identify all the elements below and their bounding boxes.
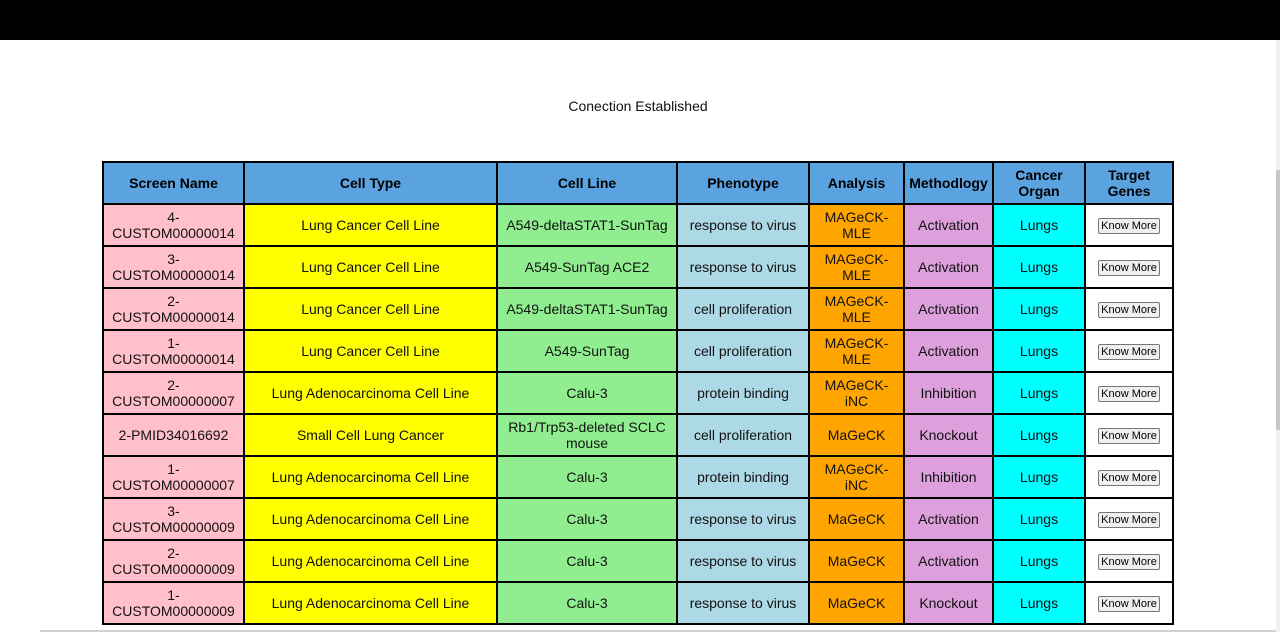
analysis-cell: MaGeCK <box>809 582 904 624</box>
analysis-cell: MaGeCK <box>809 498 904 540</box>
cell-line-cell: Calu-3 <box>497 582 677 624</box>
screen-name-cell: 1-CUSTOM00000014 <box>103 330 244 372</box>
phenotype-cell: cell proliferation <box>677 330 809 372</box>
cancer-organ-cell: Lungs <box>993 288 1085 330</box>
cell-line-cell: A549-deltaSTAT1-SunTag <box>497 288 677 330</box>
screen-name-cell: 1-CUSTOM00000009 <box>103 582 244 624</box>
cell-type-cell: Lung Cancer Cell Line <box>244 246 497 288</box>
target-genes-cell <box>1085 246 1173 288</box>
methodology-cell: Knockout <box>904 582 993 624</box>
cancer-organ-cell: Lungs <box>993 582 1085 624</box>
know-more-button[interactable]: Know More <box>1098 512 1160 528</box>
target-genes-cell <box>1085 330 1173 372</box>
phenotype-cell: cell proliferation <box>677 288 809 330</box>
phenotype-cell: response to virus <box>677 498 809 540</box>
phenotype-cell: cell proliferation <box>677 414 809 456</box>
cancer-organ-cell: Lungs <box>993 498 1085 540</box>
table-row <box>103 582 1173 624</box>
header-cancer-organ: Cancer Organ <box>993 162 1085 204</box>
cancer-organ-cell: Lungs <box>993 330 1085 372</box>
target-genes-cell <box>1085 204 1173 246</box>
analysis-cell: MAGeCK-MLE <box>809 330 904 372</box>
top-bar <box>0 0 1280 40</box>
know-more-button[interactable]: Know More <box>1098 554 1160 570</box>
table-row <box>103 288 1173 330</box>
methodology-cell: Activation <box>904 204 993 246</box>
cell-line-cell: Calu-3 <box>497 372 677 414</box>
methodology-cell: Inhibition <box>904 456 993 498</box>
table-row <box>103 456 1173 498</box>
screen-name-cell: 1-CUSTOM00000007 <box>103 456 244 498</box>
screen-name-cell: 4-CUSTOM00000014 <box>103 204 244 246</box>
target-genes-cell <box>1085 414 1173 456</box>
header-target-genes: Target Genes <box>1085 162 1173 204</box>
methodology-cell: Activation <box>904 288 993 330</box>
cell-type-cell: Lung Adenocarcinoma Cell Line <box>244 582 497 624</box>
methodology-cell: Activation <box>904 498 993 540</box>
analysis-cell: MAGeCK-iNC <box>809 372 904 414</box>
cell-line-cell: A549-deltaSTAT1-SunTag <box>497 204 677 246</box>
target-genes-cell <box>1085 372 1173 414</box>
target-genes-cell <box>1085 582 1173 624</box>
screen-name-cell: 3-CUSTOM00000014 <box>103 246 244 288</box>
know-more-button[interactable]: Know More <box>1098 260 1160 276</box>
methodology-cell: Activation <box>904 540 993 582</box>
cancer-organ-cell: Lungs <box>993 204 1085 246</box>
table-row <box>103 540 1173 582</box>
screens-table <box>102 161 1174 625</box>
header-screen-name: Screen Name <box>103 162 244 204</box>
phenotype-cell: protein binding <box>677 456 809 498</box>
table-row <box>103 498 1173 540</box>
screen-name-cell: 2-CUSTOM00000014 <box>103 288 244 330</box>
header-cell-type: Cell Type <box>244 162 497 204</box>
phenotype-cell: response to virus <box>677 246 809 288</box>
know-more-button[interactable]: Know More <box>1098 386 1160 402</box>
cell-line-cell: A549-SunTag <box>497 330 677 372</box>
cell-type-cell: Lung Cancer Cell Line <box>244 204 497 246</box>
methodology-cell: Knockout <box>904 414 993 456</box>
cell-line-cell: Calu-3 <box>497 498 677 540</box>
analysis-cell: MaGeCK <box>809 414 904 456</box>
methodology-cell: Activation <box>904 330 993 372</box>
header-methodology: Methodlogy <box>904 162 993 204</box>
header-analysis: Analysis <box>809 162 904 204</box>
cell-line-cell: Rb1/Trp53-deleted SCLC mouse <box>497 414 677 456</box>
cell-type-cell: Small Cell Lung Cancer <box>244 414 497 456</box>
cell-type-cell: Lung Adenocarcinoma Cell Line <box>244 498 497 540</box>
analysis-cell: MAGeCK-iNC <box>809 456 904 498</box>
phenotype-cell: response to virus <box>677 540 809 582</box>
screen-name-cell: 2-PMID34016692 <box>103 414 244 456</box>
cell-type-cell: Lung Adenocarcinoma Cell Line <box>244 372 497 414</box>
know-more-button[interactable]: Know More <box>1098 470 1160 486</box>
cell-line-cell: A549-SunTag ACE2 <box>497 246 677 288</box>
cancer-organ-cell: Lungs <box>993 414 1085 456</box>
phenotype-cell: protein binding <box>677 372 809 414</box>
connection-status: Conection Established <box>568 98 708 114</box>
cancer-organ-cell: Lungs <box>993 456 1085 498</box>
cell-type-cell: Lung Adenocarcinoma Cell Line <box>244 456 497 498</box>
cell-type-cell: Lung Cancer Cell Line <box>244 288 497 330</box>
screen-name-cell: 2-CUSTOM00000009 <box>103 540 244 582</box>
cancer-organ-cell: Lungs <box>993 372 1085 414</box>
screen-name-cell: 3-CUSTOM00000009 <box>103 498 244 540</box>
methodology-cell: Inhibition <box>904 372 993 414</box>
table-row <box>103 330 1173 372</box>
analysis-cell: MaGeCK <box>809 540 904 582</box>
target-genes-cell <box>1085 456 1173 498</box>
table-header-row <box>103 162 1173 204</box>
methodology-cell: Activation <box>904 246 993 288</box>
target-genes-cell <box>1085 540 1173 582</box>
table-row <box>103 414 1173 456</box>
header-phenotype: Phenotype <box>677 162 809 204</box>
scrollbar-thumb[interactable] <box>1276 170 1280 430</box>
table-row <box>103 372 1173 414</box>
analysis-cell: MAGeCK-MLE <box>809 246 904 288</box>
analysis-cell: MAGeCK-MLE <box>809 204 904 246</box>
cancer-organ-cell: Lungs <box>993 246 1085 288</box>
know-more-button[interactable]: Know More <box>1098 596 1160 612</box>
know-more-button[interactable]: Know More <box>1098 302 1160 318</box>
cell-type-cell: Lung Cancer Cell Line <box>244 330 497 372</box>
cell-type-cell: Lung Adenocarcinoma Cell Line <box>244 540 497 582</box>
phenotype-cell: response to virus <box>677 204 809 246</box>
know-more-button[interactable]: Know More <box>1098 428 1160 444</box>
target-genes-cell <box>1085 288 1173 330</box>
know-more-button[interactable]: Know More <box>1098 344 1160 360</box>
table-row <box>103 204 1173 246</box>
table-row <box>103 246 1173 288</box>
cell-line-cell: Calu-3 <box>497 540 677 582</box>
phenotype-cell: response to virus <box>677 582 809 624</box>
cell-line-cell: Calu-3 <box>497 456 677 498</box>
cancer-organ-cell: Lungs <box>993 540 1085 582</box>
header-cell-line: Cell Line <box>497 162 677 204</box>
target-genes-cell <box>1085 498 1173 540</box>
know-more-button[interactable]: Know More <box>1098 218 1160 234</box>
analysis-cell: MAGeCK-MLE <box>809 288 904 330</box>
screen-name-cell: 2-CUSTOM00000007 <box>103 372 244 414</box>
